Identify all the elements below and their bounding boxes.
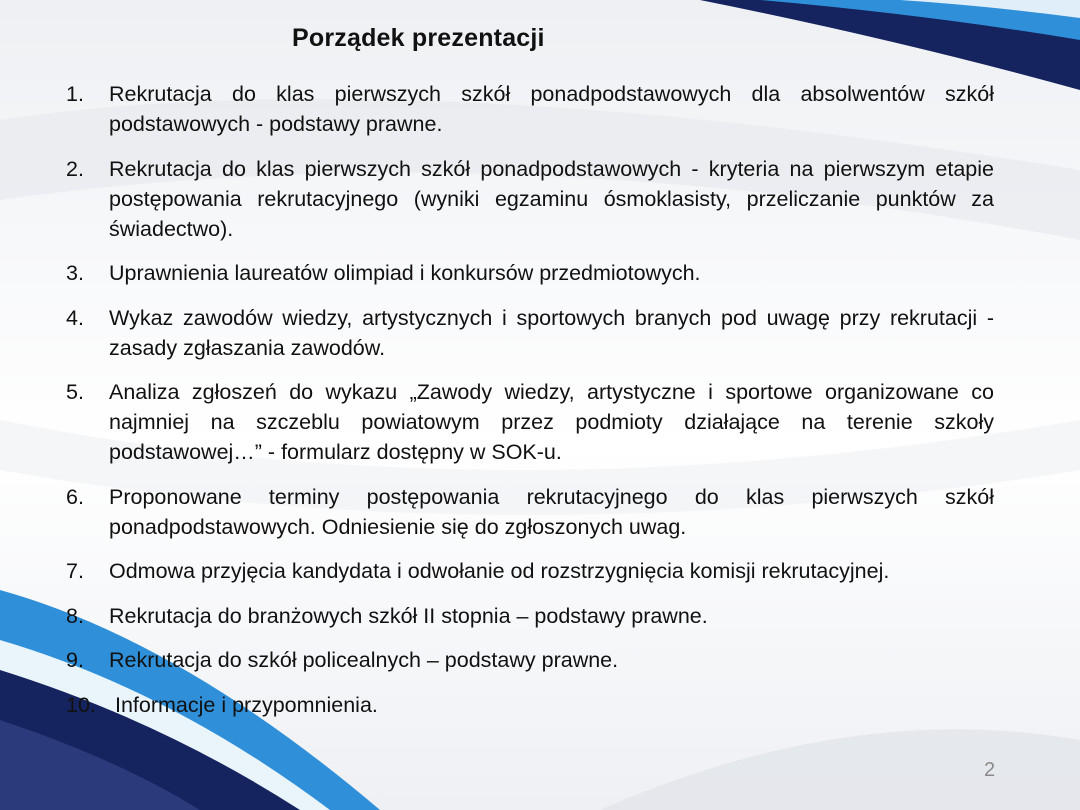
agenda-item-3: [66, 258, 994, 288]
agenda-item-number: 8.: [66, 603, 84, 628]
agenda-item-text: Rekrutacja do branżowych szkół II stopnia – podstawy prawne.: [109, 603, 708, 628]
agenda-item-2: [66, 154, 994, 244]
agenda-item-number: 4.: [66, 305, 84, 330]
agenda-item-number: 1.: [66, 82, 84, 106]
agenda-item-5: [66, 377, 994, 467]
agenda-item-text: Uprawnienia laureatów olimpiad i konkursów przedmiotowych.: [109, 261, 701, 285]
agenda-item-6: [66, 482, 994, 542]
agenda-item-text: Analiza zgłoszeń do wykazu „Zawody wiedzy, artystyczne i sportowe organizowane co najmniej na szczeblu powiatowym przez podmioty działające na terenie szkoły podstawowej…” - formularz dostępny w SOK-u.: [109, 380, 994, 464]
agenda-item-9: [66, 645, 994, 675]
agenda-item-text: Informacje i przypomnienia.: [115, 692, 378, 717]
agenda-item-number: 7.: [66, 559, 84, 583]
agenda-item-8: [66, 601, 994, 631]
agenda-item-text: Wykaz zawodów wiedzy, artystycznych i sportowych branych pod uwagę przy rekrutacji - zasady zgłaszania zawodów.: [109, 305, 994, 360]
agenda-item-number: 10.: [66, 692, 96, 717]
agenda-item-number: 5.: [66, 380, 84, 404]
agenda-item-text: Proponowane terminy postępowania rekrutacyjnego do klas pierwszych szkół ponadpodstawowych. Odniesienie się do zgłoszonych uwag.: [109, 484, 994, 539]
agenda-item-number: 9.: [66, 648, 84, 672]
agenda-item-number: 2.: [66, 156, 84, 181]
agenda-item-1: [66, 79, 994, 139]
agenda-item-text: Rekrutacja do szkół policealnych – podstawy prawne.: [109, 648, 619, 672]
agenda-item-10: [66, 690, 994, 720]
agenda-item-text: Rekrutacja do klas pierwszych szkół ponadpodstawowych dla absolwentów szkół podstawowych - podstawy prawne.: [109, 82, 994, 136]
agenda-item-text: Odmowa przyjęcia kandydata i odwołanie od rozstrzygnięcia komisji rekrutacyjnej.: [109, 559, 890, 583]
agenda-item-4: [66, 303, 994, 363]
agenda-item-7: [66, 556, 994, 586]
agenda-item-text: Rekrutacja do klas pierwszych szkół ponadpodstawowych - kryteria na pierwszym etapie postępowania rekrutacyjnego (wyniki egzaminu ósmoklasisty, przeliczanie punktów za świadectwo).: [109, 156, 994, 241]
agenda-item-number: 3.: [66, 261, 84, 285]
agenda-list: [66, 79, 994, 734]
agenda-item-number: 6.: [66, 484, 84, 509]
page-number: 2: [984, 759, 996, 781]
slide-title: Porządek prezentacji: [292, 24, 545, 52]
